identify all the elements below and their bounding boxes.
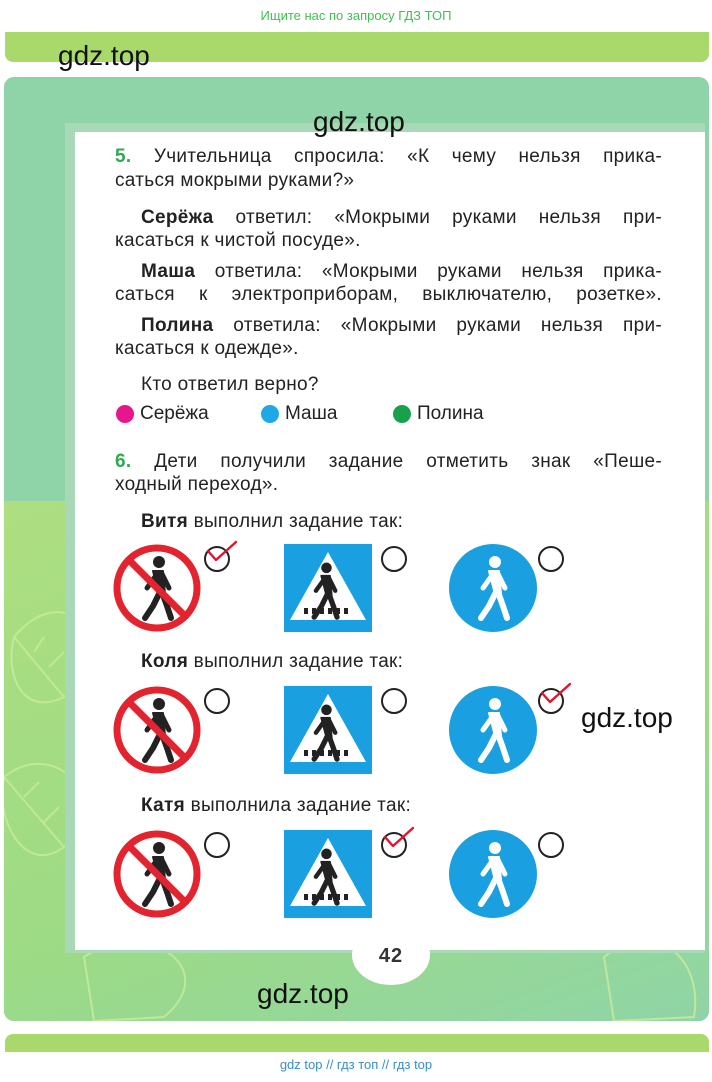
checkmark-icon xyxy=(381,826,415,850)
answer-checkbox[interactable] xyxy=(538,546,564,572)
watermark: gdz.top xyxy=(581,702,673,733)
option-masha[interactable] xyxy=(261,403,337,425)
option-polina[interactable] xyxy=(393,403,484,425)
checkmark-icon xyxy=(204,540,238,564)
bottom-green-strip xyxy=(5,1034,709,1052)
answer-polina-line1 xyxy=(141,314,662,337)
answer-checkbox[interactable] xyxy=(381,688,407,714)
answer-masha-line1 xyxy=(141,260,662,283)
answer-seryozha-line2: касаться к чистой посуде». xyxy=(115,230,361,251)
row-name: Витя xyxy=(141,511,188,532)
option-seryozha[interactable] xyxy=(116,403,209,425)
watermark: gdz.top xyxy=(58,40,150,71)
option-label: Полина xyxy=(417,403,484,424)
no-pedestrians-sign xyxy=(113,686,201,779)
answer-name: Полина xyxy=(141,315,214,336)
watermark: gdz.top xyxy=(257,978,349,1009)
pedestrian-crossing-sign xyxy=(284,686,372,779)
row-text: выполнил задание так: xyxy=(188,651,404,672)
option-label: Серёжа xyxy=(140,403,209,424)
row-text: выполнила задание так: xyxy=(185,795,412,816)
checkmark-icon xyxy=(538,682,572,706)
row-name: Катя xyxy=(141,795,185,816)
answer-polina-line2: касаться к одежде». xyxy=(115,338,299,359)
answer-checkbox[interactable] xyxy=(204,688,230,714)
row-label-kolya xyxy=(141,650,403,673)
page-number-bubble xyxy=(352,925,430,985)
answer-checkbox[interactable] xyxy=(538,688,564,714)
pedestrian-path-sign xyxy=(449,686,537,779)
answer-name: Серёжа xyxy=(141,207,214,228)
option-dot xyxy=(393,405,411,423)
option-dot xyxy=(261,405,279,423)
row-label-katya xyxy=(141,794,411,817)
task5-question-line2: саться мокрыми руками?» xyxy=(115,170,355,191)
answer-checkbox[interactable] xyxy=(381,546,407,572)
answer-checkbox[interactable] xyxy=(204,546,230,572)
task5-number: 5. xyxy=(115,146,132,167)
answer-masha-line2: саться к электроприборам, выключателю, розетке». xyxy=(115,284,662,305)
footer-links[interactable]: gdz top // гдз топ // гдз top xyxy=(279,1057,433,1072)
page-number: 42 xyxy=(378,945,404,967)
answer-checkbox[interactable] xyxy=(204,832,230,858)
answer-checkbox[interactable] xyxy=(538,832,564,858)
answer-name: Маша xyxy=(141,261,196,282)
watermark: gdz.top xyxy=(313,106,405,137)
task5-question-text: Учительница спросила: «К чему нельзя прика- xyxy=(153,146,662,167)
no-pedestrians-sign xyxy=(113,544,201,637)
row-name: Коля xyxy=(141,651,189,672)
answer-text: ответил: «Мокрыми руками нельзя при- xyxy=(213,207,662,228)
task5-question-line1 xyxy=(115,145,662,168)
task5-who-question: Кто ответил верно? xyxy=(141,374,319,395)
row-text: выполнил задание так: xyxy=(188,511,404,532)
pedestrian-crossing-sign xyxy=(284,830,372,923)
answer-text: ответила: «Мокрыми руками нельзя при- xyxy=(213,315,662,336)
row-label-vitya xyxy=(141,510,403,533)
option-label: Маша xyxy=(285,403,338,424)
task6-question-text: Дети получили задание отметить знак «Пеше- xyxy=(154,451,662,472)
task6-number: 6. xyxy=(115,451,132,472)
answer-text: ответила: «Мокрыми руками нельзя прика- xyxy=(195,261,662,282)
no-pedestrians-sign xyxy=(113,830,201,923)
option-dot xyxy=(116,405,134,423)
top-banner[interactable]: Ищите нас по запросу ГДЗ ТОП xyxy=(260,8,452,23)
answer-seryozha-line1 xyxy=(141,206,662,229)
task6-question-line1 xyxy=(115,450,662,473)
pedestrian-crossing-sign xyxy=(284,544,372,637)
answer-checkbox[interactable] xyxy=(381,832,407,858)
pedestrian-path-sign xyxy=(449,830,537,923)
task6-question-line2: ходный переход». xyxy=(115,474,279,495)
pedestrian-path-sign xyxy=(449,544,537,637)
